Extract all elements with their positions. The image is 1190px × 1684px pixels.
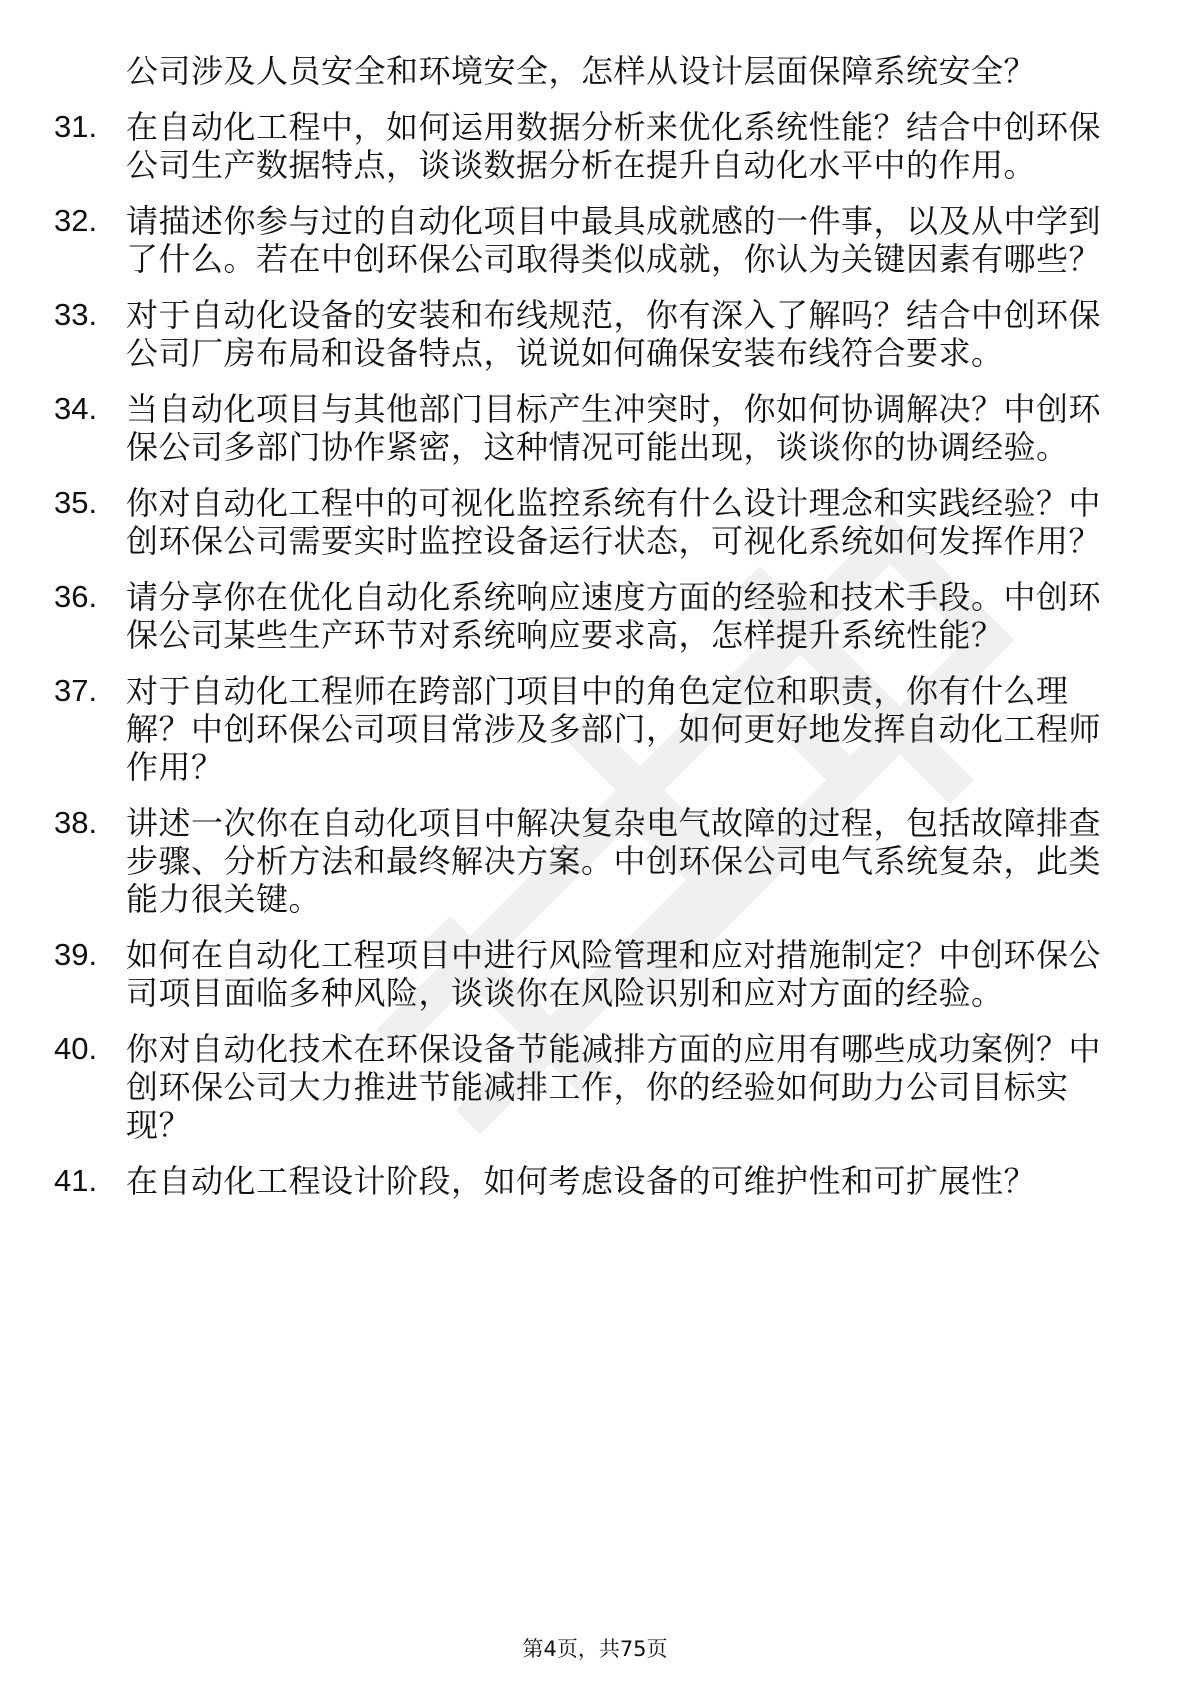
list-item — [54, 672, 1114, 786]
question-number: 39. — [54, 937, 98, 972]
list-item — [54, 578, 1114, 654]
question-number: 36. — [54, 579, 98, 614]
question-text: 当自动化项目与其他部门目标产生冲突时，你如何协调解决？中创环保公司多部门协作紧密，这种情况可能出现，谈谈你的协调经验。 — [126, 390, 1102, 466]
question-text: 如何在自动化工程项目中进行风险管理和应对措施制定？中创环保公司项目面临多种风险，谈谈你在风险识别和应对方面的经验。 — [126, 936, 1102, 1012]
question-number: 32. — [54, 203, 98, 238]
question-text: 你对自动化技术在环保设备节能减排方面的应用有哪些成功案例？中创环保公司大力推进节能减排工作，你的经验如何助力公司目标实现？ — [126, 1030, 1102, 1144]
question-number: 31. — [54, 109, 98, 144]
list-item — [54, 390, 1114, 466]
document-body — [54, 52, 1114, 1218]
list-item — [54, 108, 1114, 184]
question-text: 在自动化工程设计阶段，如何考虑设备的可维护性和可扩展性？ — [126, 1162, 1037, 1200]
question-text: 请分享你在优化自动化系统响应速度方面的经验和技术手段。中创环保公司某些生产环节对系统响应要求高，怎样提升系统性能？ — [126, 578, 1102, 654]
question-number: 34. — [54, 391, 98, 426]
question-list — [54, 108, 1114, 1200]
question-text: 对于自动化设备的安装和布线规范，你有深入了解吗？结合中创环保公司厂房布局和设备特点，说说如何确保安装布线符合要求。 — [126, 296, 1102, 372]
question-text: 请描述你参与过的自动化项目中最具成就感的一件事，以及从中学到了什么。若在中创环保公司取得类似成就，你认为关键因素有哪些？ — [126, 202, 1102, 278]
list-item — [54, 484, 1114, 560]
question-number: 41. — [54, 1163, 98, 1198]
question-number: 35. — [54, 485, 98, 520]
question-text: 你对自动化工程中的可视化监控系统有什么设计理念和实践经验？中创环保公司需要实时监控设备运行状态，可视化系统如何发挥作用？ — [126, 484, 1102, 560]
question-number: 40. — [54, 1031, 98, 1066]
list-item — [54, 804, 1114, 918]
list-item — [54, 202, 1114, 278]
list-item — [54, 1030, 1114, 1144]
question-number: 33. — [54, 297, 98, 332]
page-footer: 第4页，共75页 — [522, 1637, 668, 1661]
question-number: 38. — [54, 805, 98, 840]
list-item — [54, 1162, 1114, 1200]
list-item — [54, 936, 1114, 1012]
question-text: 对于自动化工程师在跨部门项目中的角色定位和职责，你有什么理解？中创环保公司项目常涉及多部门，如何更好地发挥自动化工程师作用？ — [126, 672, 1102, 786]
list-item — [54, 296, 1114, 372]
question-text: 在自动化工程中，如何运用数据分析来优化系统性能？结合中创环保公司生产数据特点，谈谈数据分析在提升自动化水平中的作用。 — [126, 108, 1102, 184]
question-number: 37. — [54, 673, 98, 708]
continued-question-text: 公司涉及人员安全和环境安全，怎样从设计层面保障系统安全？ — [126, 52, 1037, 90]
question-text: 讲述一次你在自动化项目中解决复杂电气故障的过程，包括故障排查步骤、分析方法和最终解决方案。中创环保公司电气系统复杂，此类能力很关键。 — [126, 804, 1102, 918]
